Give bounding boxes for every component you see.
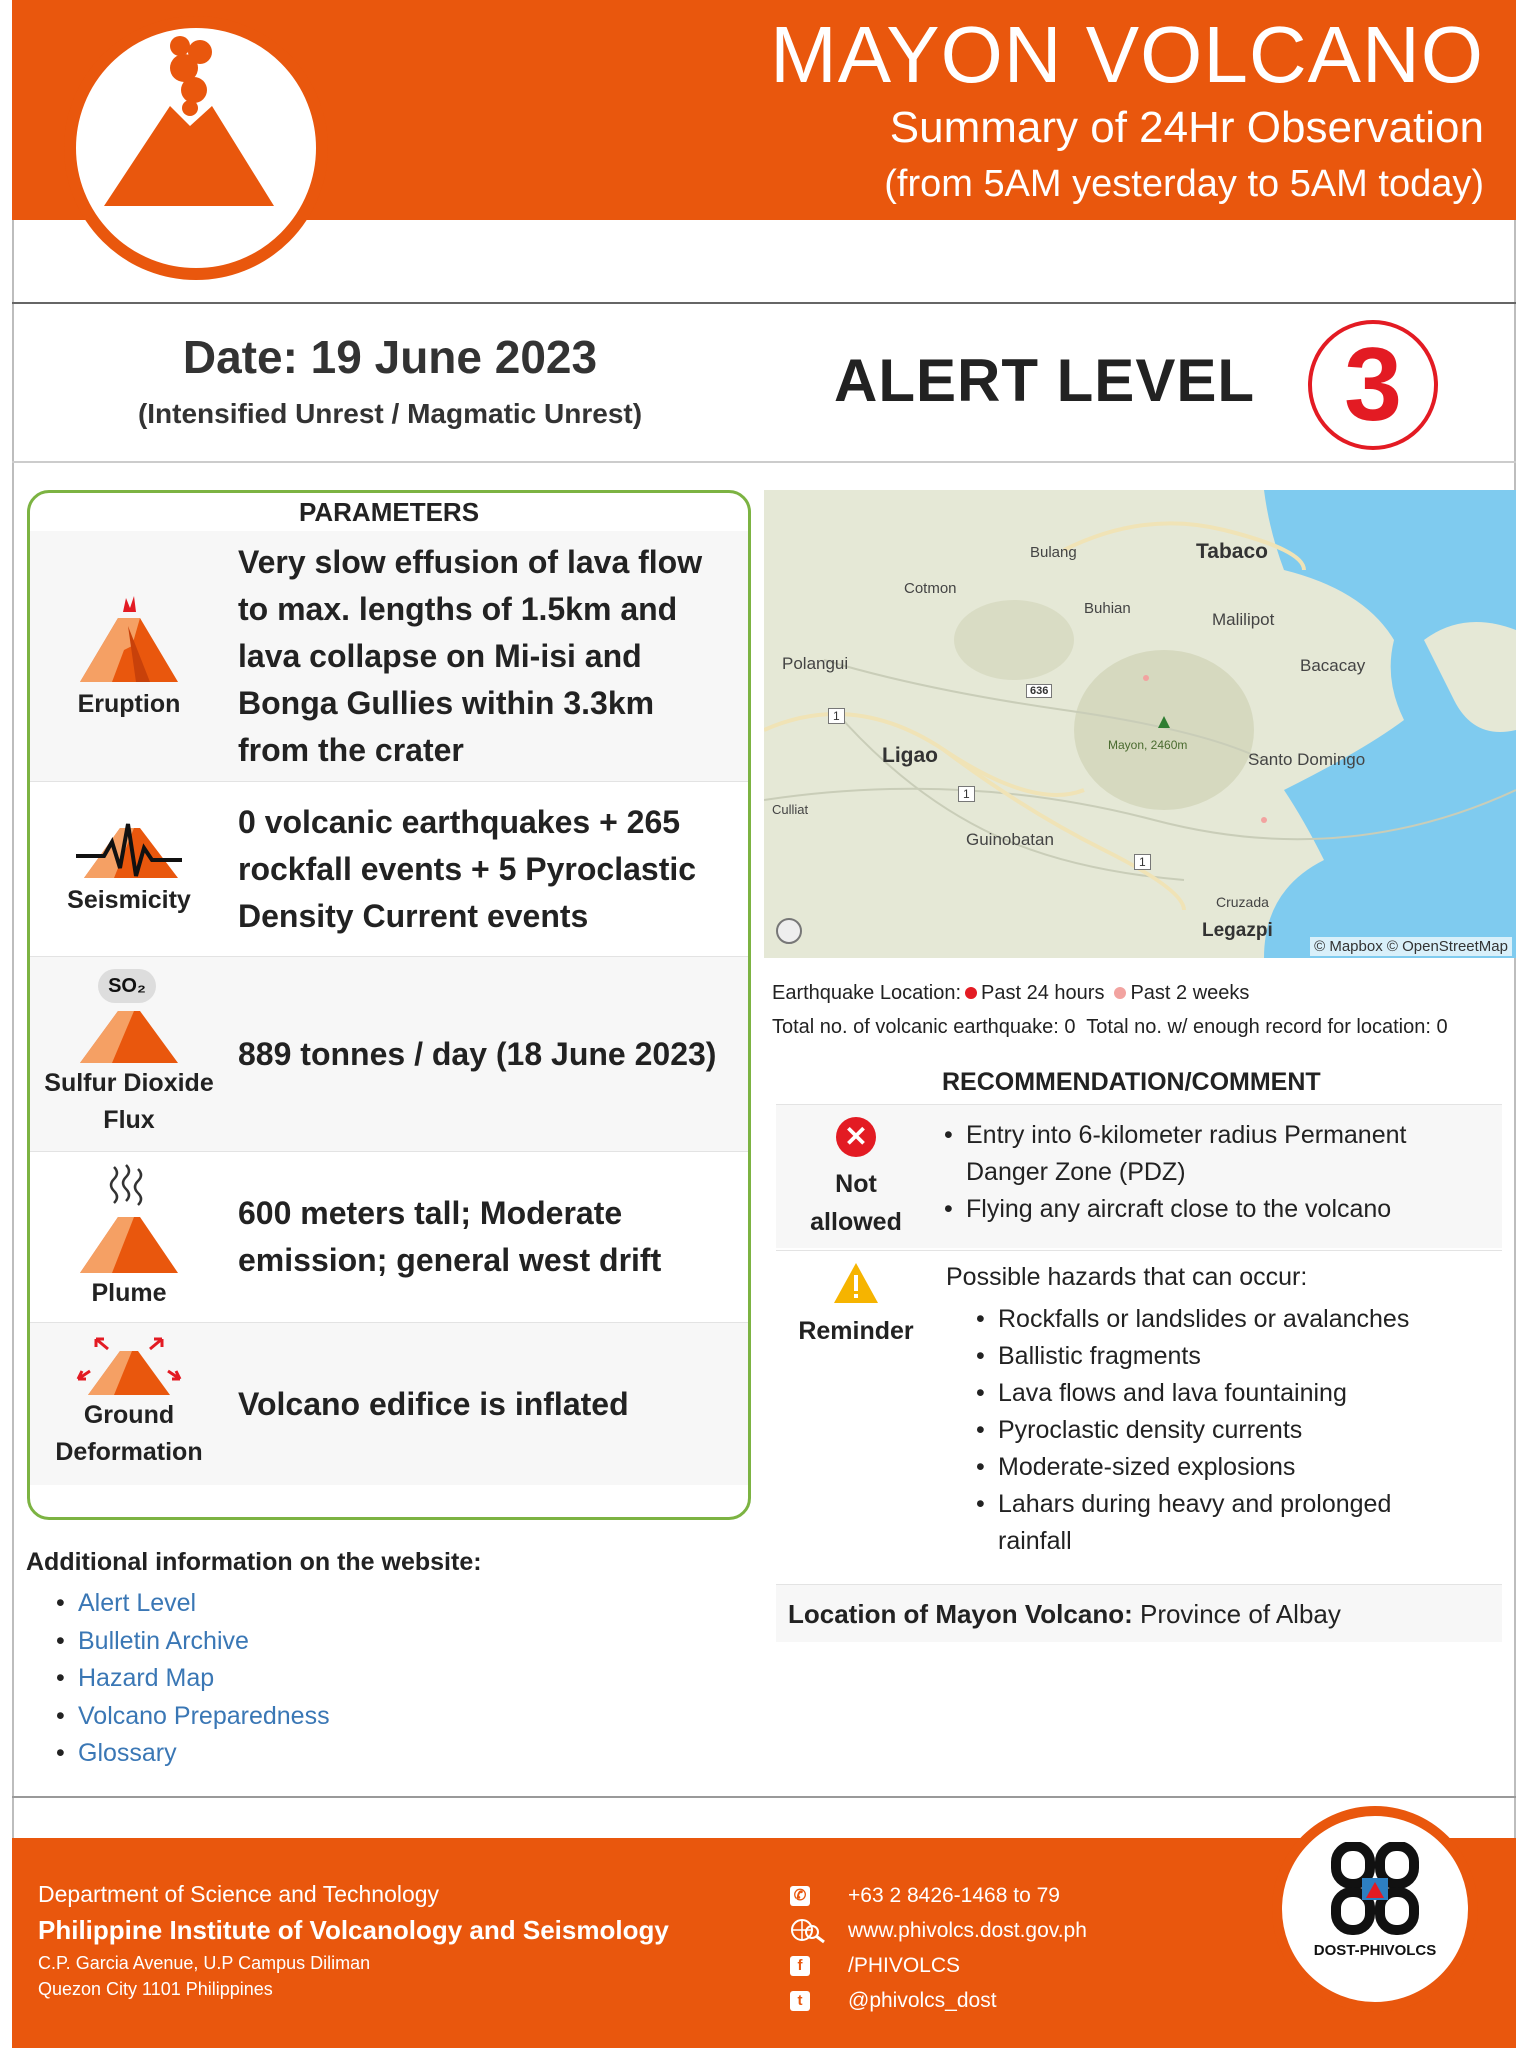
map-label-santo-domingo: Santo Domingo bbox=[1248, 750, 1366, 769]
phone-number: +63 2 8426-1468 to 79 bbox=[848, 1883, 1060, 1907]
seismicity-icon bbox=[74, 820, 184, 882]
reminder-intro: Possible hazards that can occur: bbox=[946, 1263, 1308, 1291]
additional-info-heading: Additional information on the website: bbox=[26, 1548, 482, 1576]
map-road-1: 1 bbox=[1134, 854, 1151, 870]
facebook-icon: f bbox=[790, 1956, 810, 1976]
parameter-value: Volcano edifice is inflated bbox=[238, 1385, 629, 1422]
not-allowed-icon: ✕ bbox=[836, 1117, 876, 1157]
footer-department: Department of Science and Technology bbox=[38, 1881, 440, 1907]
parameter-label: Seismicity bbox=[67, 885, 191, 914]
parameter-row-seismicity bbox=[30, 782, 748, 956]
link-volcano-preparedness[interactable]: • Volcano Preparedness bbox=[56, 1698, 482, 1736]
so2-badge: SO₂ bbox=[98, 969, 156, 1003]
contact-facebook[interactable] bbox=[790, 1948, 1087, 1983]
observation-period: (from 5AM yesterday to 5AM today) bbox=[884, 163, 1484, 205]
twitter-handle: @phivolcs_dost bbox=[848, 1988, 997, 2012]
parameter-row-eruption bbox=[30, 531, 748, 781]
past-2-weeks-dot-icon bbox=[1114, 987, 1126, 999]
date-block bbox=[40, 330, 740, 430]
dost-logo-icon bbox=[1324, 1842, 1426, 1938]
footer-agency bbox=[38, 1878, 669, 2002]
volcano-location bbox=[776, 1584, 1502, 1642]
header-title-block bbox=[770, 10, 1484, 212]
hazard-list bbox=[976, 1301, 1456, 1560]
parameter-row-ground-deformation bbox=[30, 1323, 748, 1485]
map-label-bacacay: Bacacay bbox=[1300, 656, 1366, 675]
warning-icon bbox=[832, 1261, 880, 1305]
eruption-icon bbox=[74, 590, 184, 686]
map-label-malilipot: Malilipot bbox=[1212, 610, 1275, 629]
list-item: • Ballistic fragments bbox=[976, 1338, 1456, 1375]
list-item: • Lahars during heavy and prolonged rainfall bbox=[976, 1486, 1456, 1560]
alert-level-badge: 3 bbox=[1308, 320, 1438, 450]
parameter-value: 889 tonnes / day (18 June 2023) bbox=[238, 1035, 717, 1072]
map-label-buhian: Buhian bbox=[1084, 600, 1131, 617]
parameter-label: Sulfur Dioxide Flux bbox=[44, 1069, 214, 1134]
ground-deformation-icon bbox=[74, 1337, 184, 1397]
link-alert-level[interactable]: • Alert Level bbox=[56, 1585, 482, 1623]
volcano-logo-icon bbox=[64, 16, 328, 280]
dost-logo-label: DOST-PHIVOLCS bbox=[1313, 1942, 1437, 1959]
footer-contacts bbox=[790, 1878, 1087, 2018]
divider bbox=[12, 1796, 1516, 1798]
map-label-legazpi: Legazpi bbox=[1202, 920, 1273, 941]
location-value: Province of Albay bbox=[1132, 1599, 1341, 1629]
link-hazard-map[interactable]: • Hazard Map bbox=[56, 1660, 482, 1698]
map-label-cruzada: Cruzada bbox=[1216, 894, 1269, 910]
map-label-tabaco: Tabaco bbox=[1196, 540, 1268, 563]
map-road-636: 636 bbox=[1026, 684, 1052, 698]
earthquake-location-label: Earthquake Location: bbox=[772, 982, 962, 1004]
parameter-row-so2 bbox=[30, 957, 748, 1151]
divider bbox=[12, 302, 1516, 304]
list-item: • Rockfalls or landslides or avalanches bbox=[976, 1301, 1456, 1338]
map-road-1: 1 bbox=[958, 786, 975, 802]
recommendation-heading: RECOMMENDATION/COMMENT bbox=[942, 1068, 1321, 1096]
alert-level-label: ALERT LEVEL bbox=[834, 347, 1256, 414]
parameter-value: 600 meters tall; Moderate emission; general west drift bbox=[238, 1195, 662, 1278]
link-bulletin-archive[interactable]: • Bulletin Archive bbox=[56, 1623, 482, 1661]
list-item: • Entry into 6-kilometer radius Permanent Danger Zone (PDZ) bbox=[944, 1117, 1464, 1191]
website-links bbox=[56, 1585, 482, 1773]
parameter-label: Plume bbox=[91, 1278, 167, 1307]
parameters-heading: PARAMETERS bbox=[298, 497, 480, 527]
footer-address-2: Quezon City 1101 Philippines bbox=[38, 1979, 273, 1999]
map-label-cotmon: Cotmon bbox=[904, 580, 957, 597]
list-item: • Moderate-sized explosions bbox=[976, 1449, 1456, 1486]
legend-past-2-weeks: Past 2 weeks bbox=[1130, 982, 1250, 1004]
facebook-handle: /PHIVOLCS bbox=[848, 1953, 961, 1977]
map-road-1: 1 bbox=[828, 708, 845, 724]
dost-phivolcs-logo bbox=[1272, 1806, 1478, 2012]
map-label-bulang: Bulang bbox=[1030, 544, 1077, 561]
earthquake-legend bbox=[772, 976, 1448, 1044]
not-allowed-label: Not allowed bbox=[810, 1170, 902, 1236]
contact-website[interactable] bbox=[790, 1913, 1087, 1948]
contact-twitter[interactable] bbox=[790, 1983, 1087, 2018]
list-item: • Pyroclastic density currents bbox=[976, 1412, 1456, 1449]
reminder-label: Reminder bbox=[798, 1317, 914, 1345]
bulletin-date: Date: 19 June 2023 bbox=[182, 331, 598, 383]
contact-phone[interactable] bbox=[790, 1878, 1087, 1913]
divider bbox=[12, 461, 1516, 463]
parameter-label: Ground Deformation bbox=[55, 1401, 203, 1466]
earthquake-location-map[interactable] bbox=[764, 490, 1516, 958]
plume-icon bbox=[74, 1163, 184, 1275]
reminder-section bbox=[776, 1250, 1502, 1580]
additional-info bbox=[26, 1548, 482, 1773]
map-label-mayon: Mayon, 2460m bbox=[1108, 738, 1188, 752]
link-glossary[interactable]: • Glossary bbox=[56, 1735, 482, 1773]
map-label-polangui: Polangui bbox=[782, 654, 849, 673]
parameter-label: Eruption bbox=[77, 689, 181, 718]
page-title: MAYON VOLCANO bbox=[770, 10, 1484, 99]
website-url: www.phivolcs.dost.gov.ph bbox=[848, 1918, 1087, 1942]
parameter-value: Very slow effusion of lava flow to max. lengths of 1.5km and lava collapse on Mi-isi and Bonga Gullies within 3.3km from the crater bbox=[238, 543, 703, 768]
past-24-hours-dot-icon bbox=[965, 987, 977, 999]
map-label-guinobatan: Guinobatan bbox=[966, 830, 1054, 849]
parameter-row-plume bbox=[30, 1152, 748, 1322]
earthquake-totals: Total no. of volcanic earthquake: 0 Total no. w/ enough record for location: 0 bbox=[772, 1016, 1448, 1038]
footer-address-1: C.P. Garcia Avenue, U.P Campus Diliman bbox=[38, 1953, 371, 1973]
twitter-icon: t bbox=[790, 1991, 810, 2011]
location-label: Location of Mayon Volcano: bbox=[788, 1599, 1133, 1629]
map-label-ligao: Ligao bbox=[882, 744, 938, 767]
not-allowed-section bbox=[776, 1104, 1502, 1248]
unrest-status: (Intensified Unrest / Magmatic Unrest) bbox=[137, 398, 643, 429]
map-label-culliat: Culliat bbox=[772, 802, 809, 817]
list-item: • Flying any aircraft close to the volcano bbox=[944, 1191, 1464, 1228]
parameter-value: 0 volcanic earthquakes + 265 rockfall events + 5 Pyroclastic Density Current events bbox=[238, 803, 697, 934]
globe-search-icon bbox=[790, 1918, 826, 1944]
list-item: • Lava flows and lava fountaining bbox=[976, 1375, 1456, 1412]
mapbox-logo-icon bbox=[776, 918, 802, 944]
so2-icon bbox=[74, 969, 184, 1065]
legend-past-24-hours: Past 24 hours bbox=[981, 982, 1105, 1004]
page-subtitle: Summary of 24Hr Observation bbox=[889, 103, 1484, 152]
not-allowed-list bbox=[944, 1117, 1464, 1228]
map-attribution: © Mapbox © OpenStreetMap bbox=[1310, 937, 1512, 956]
footer-institute: Philippine Institute of Volcanology and Seismology bbox=[38, 1915, 669, 1945]
parameters-panel bbox=[27, 490, 751, 1520]
phone-icon: ✆ bbox=[790, 1886, 810, 1906]
